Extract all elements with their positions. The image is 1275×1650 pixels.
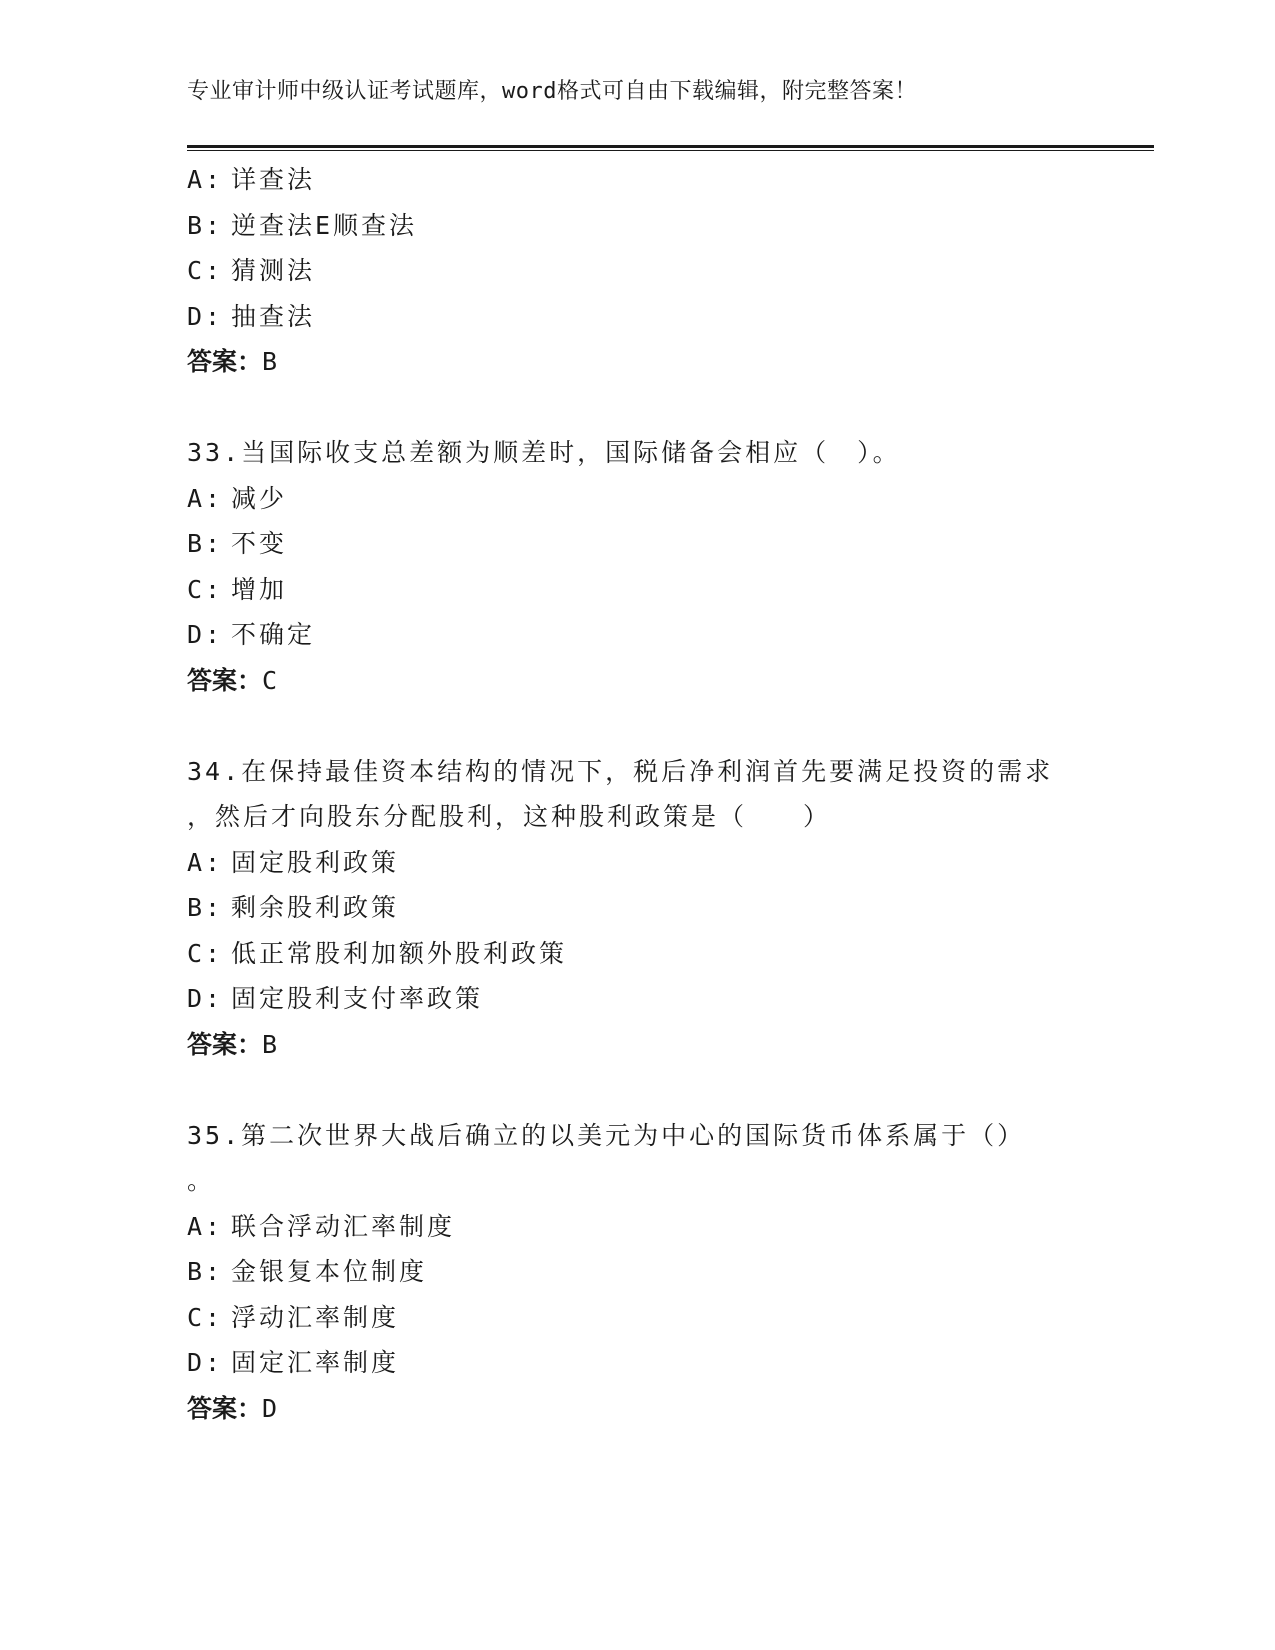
option-d: D: 固定股利支付率政策 [187, 984, 484, 1013]
question-block-33 [187, 430, 1127, 703]
answer-line: 答案：C [187, 665, 279, 695]
question-stem: 33.当国际收支总差额为顺差时，国际储备会相应（ ）。 [187, 438, 901, 467]
option-b: B: 金银复本位制度 [187, 1257, 428, 1286]
header-rule-thin [187, 150, 1154, 151]
option-b: B: 剩余股利政策 [187, 893, 400, 922]
question-stem-continued: ，然后才向股东分配股利，这种股利政策是（ ） [187, 802, 832, 831]
option-b: B: 不变 [187, 529, 288, 558]
option-b: B: 逆查法E顺查法 [187, 210, 418, 240]
answer-line: 答案：B [187, 1029, 279, 1059]
option-a: A: 固定股利政策 [187, 847, 400, 877]
answer-line: 答案：D [187, 1393, 279, 1423]
option-d: D: 抽查法 [187, 301, 316, 331]
page-header-title: 专业审计师中级认证考试题库，word格式可自由下载编辑，附完整答案！ [187, 79, 917, 104]
option-d: D: 不确定 [187, 620, 316, 649]
question-stem-continued: 。 [187, 1166, 216, 1195]
header-rule-thick [187, 145, 1154, 148]
option-d: D: 固定汇率制度 [187, 1348, 400, 1377]
answer-value: D [262, 1393, 279, 1423]
question-stem: 34.在保持最佳资本结构的情况下，税后净利润首先要满足投资的需求 [187, 756, 1054, 786]
question-list [187, 157, 1127, 1431]
option-c: C: 浮动汇率制度 [187, 1302, 400, 1332]
answer-value: C [262, 665, 279, 695]
question-block-35 [187, 1113, 1127, 1432]
spacer [187, 703, 1127, 749]
answer-line: 答案：B [187, 347, 279, 376]
option-a: A: 减少 [187, 483, 288, 513]
question-stem: 35.第二次世界大战后确立的以美元为中心的国际货币体系属于（） [187, 1120, 1026, 1150]
option-c: C: 增加 [187, 574, 288, 604]
question-block-34 [187, 749, 1127, 1068]
answer-value: B [262, 347, 279, 376]
spacer [187, 1067, 1127, 1113]
option-a: A: 详查法 [187, 165, 316, 194]
question-block-prev [187, 157, 1127, 385]
option-a: A: 联合浮动汇率制度 [187, 1211, 456, 1241]
option-c: C: 低正常股利加额外股利政策 [187, 938, 568, 968]
option-c: C: 猜测法 [187, 256, 316, 285]
answer-value: B [262, 1029, 279, 1059]
spacer [187, 385, 1127, 431]
